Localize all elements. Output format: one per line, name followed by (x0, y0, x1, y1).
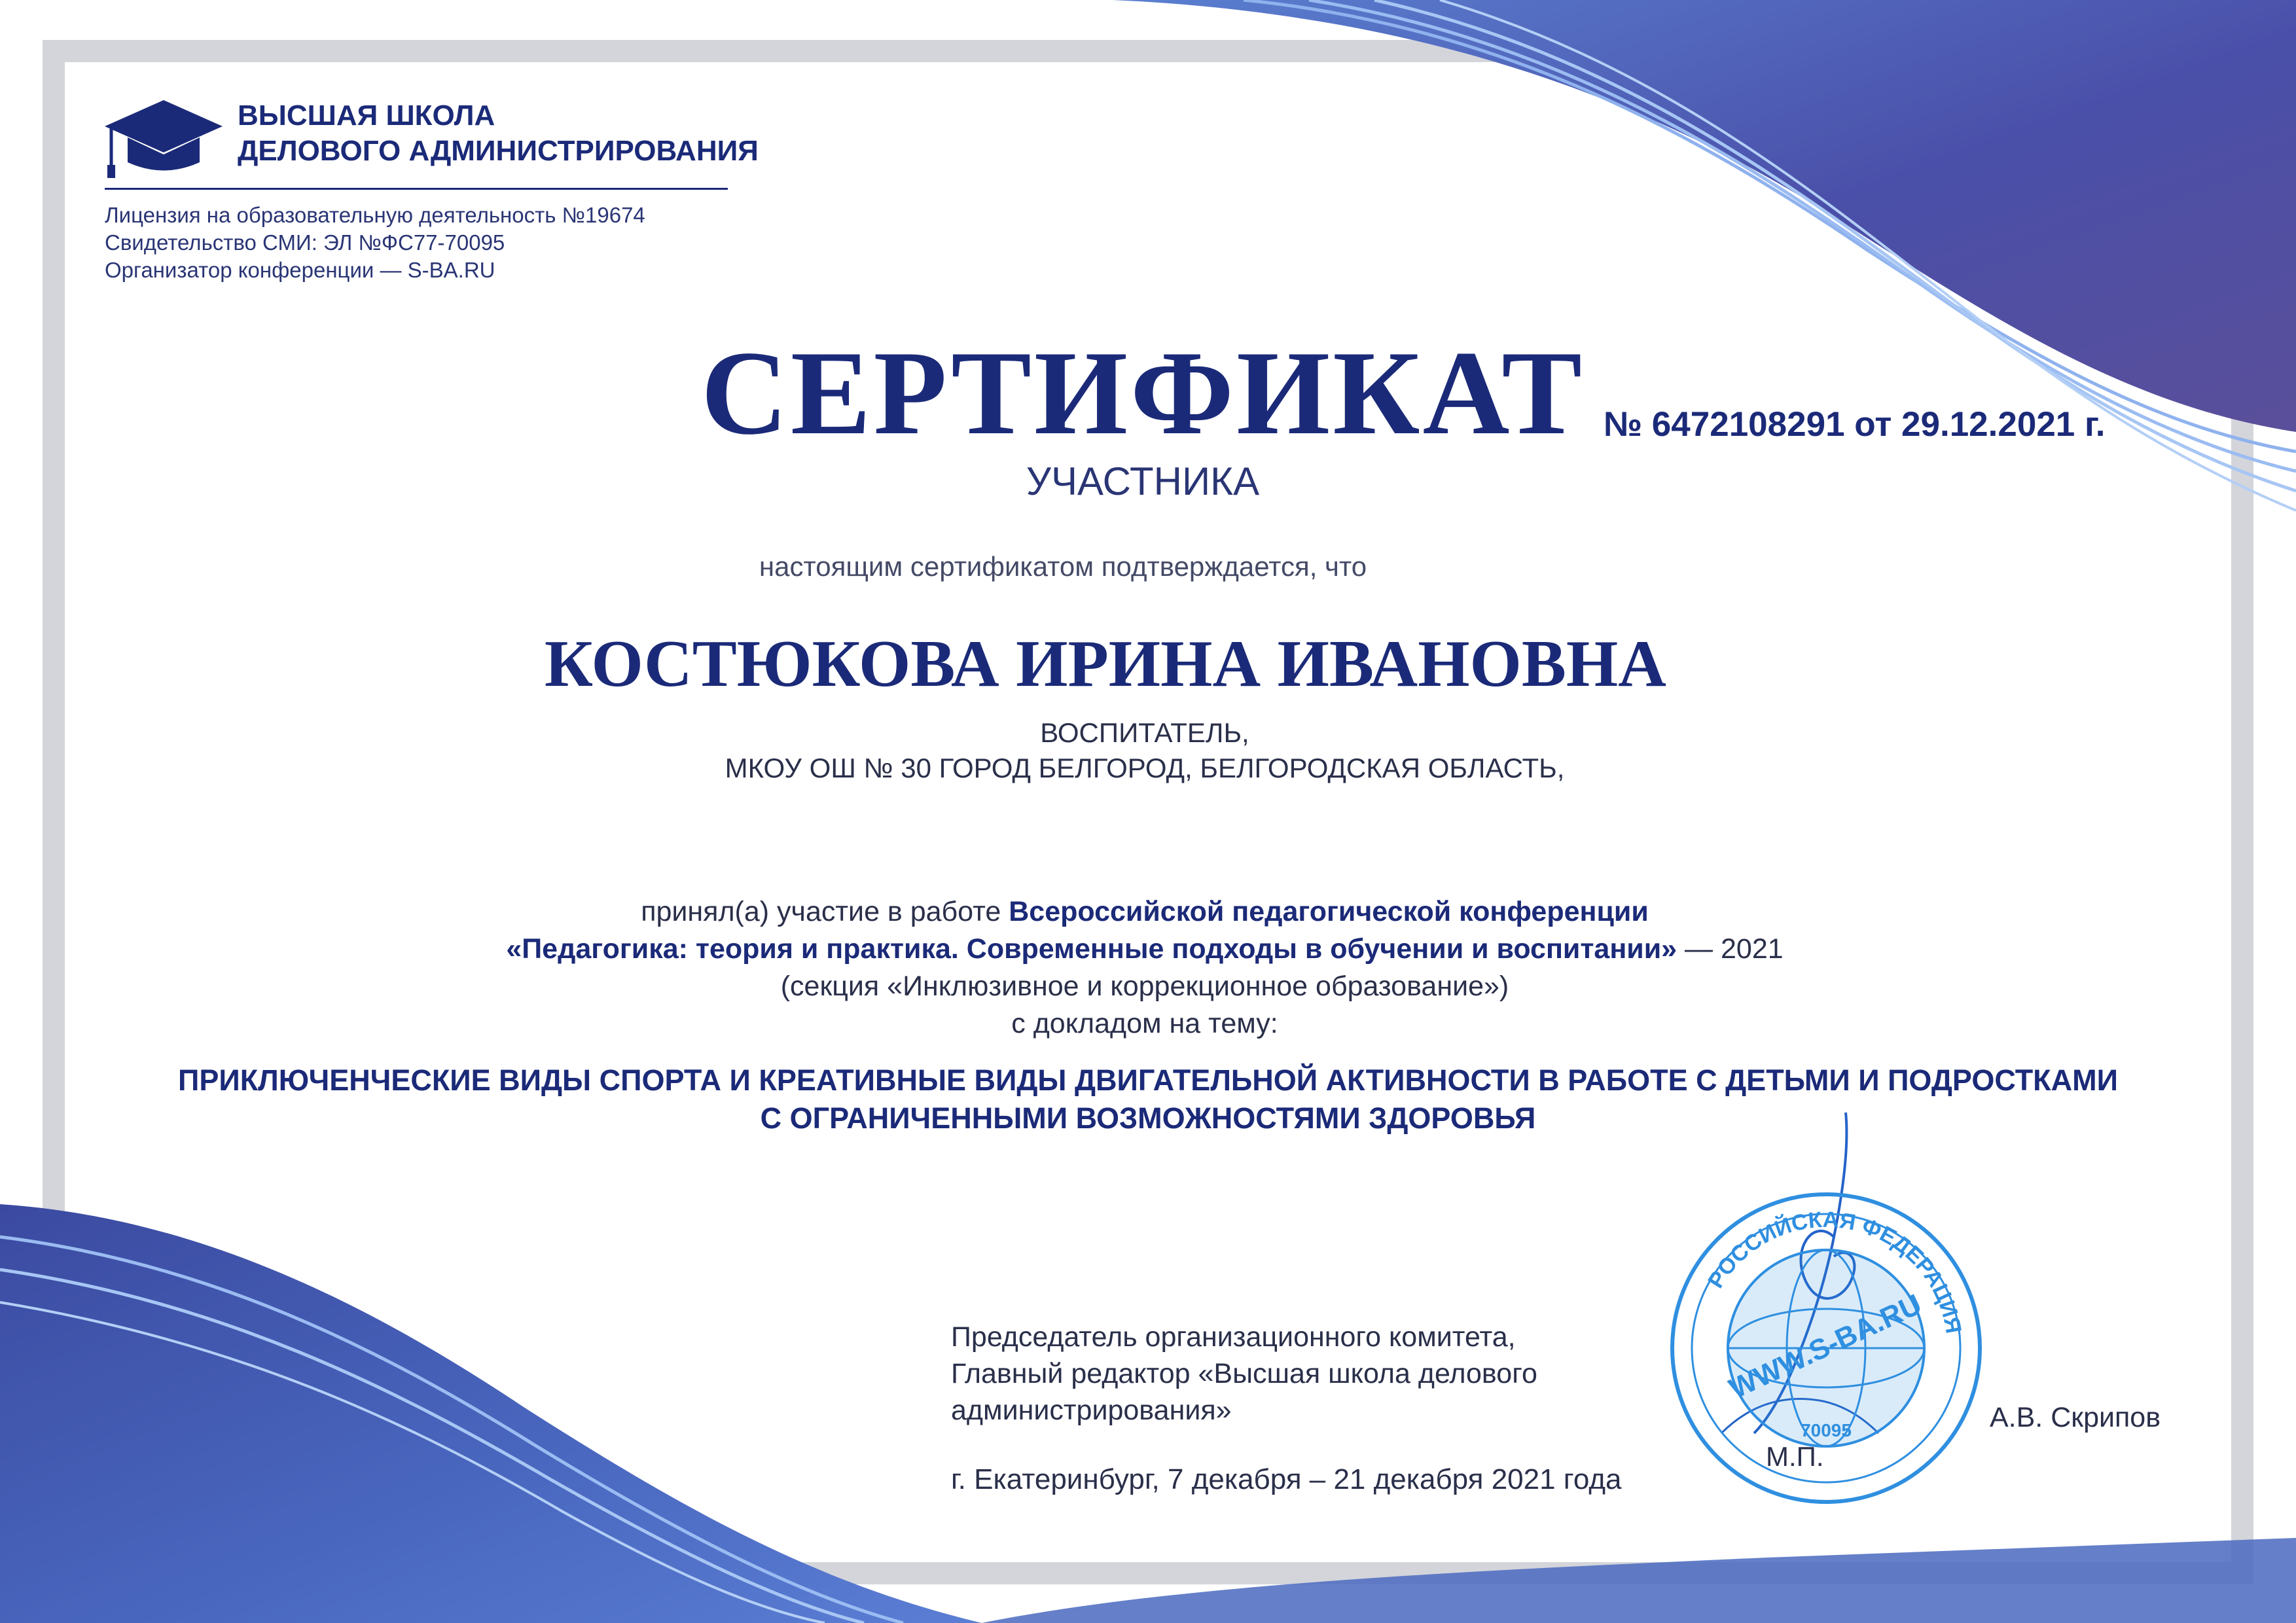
conference-year: — 2021 (1677, 933, 1784, 965)
certificate-title: СЕРТИФИКАТ (700, 326, 1585, 459)
graduation-cap-icon (101, 97, 226, 182)
organization-name-line2: ДЕЛОВОГО АДМИНИСТРИРОВАНИЯ (238, 135, 759, 167)
license-text: Лицензия на образовательную деятельность №19674 (105, 203, 645, 227)
confirm-text: настоящим сертификатом подтверждается, что (759, 551, 1367, 582)
header-divider (105, 188, 728, 190)
certificate-number: № 6472108291 от 29.12.2021 г. (1604, 405, 2106, 444)
city-and-dates: г. Екатеринбург, 7 декабря – 21 декабря 2021 года (951, 1463, 1622, 1495)
signer-role-line1: Председатель организационного комитета, (951, 1321, 1516, 1353)
participation-line1: принял(а) участие в работе Всероссийской педагогической конференции (641, 896, 1649, 927)
organization-info (105, 202, 645, 284)
organization-name (238, 98, 759, 169)
conference-title: «Педагогика: теория и практика. Современные подходы в обучении и воспитании» (506, 933, 1677, 965)
report-topic (0, 1061, 2296, 1137)
signer-role-line3: администрирования» (951, 1395, 1232, 1426)
certificate-subtitle: УЧАСТНИКА (1026, 459, 1260, 503)
participation-line2 (0, 931, 2293, 968)
stamp-center-text: WWW.S-BA.RU (1724, 1288, 1927, 1406)
stamp-number: 70095 (1801, 1420, 1852, 1440)
stamp-mark: М.П. (1766, 1441, 1824, 1472)
recipient-organization: МКОУ ОШ № 30 ГОРОД БЕЛГОРОД, БЕЛГОРОДСКАЯ ОБЛАСТЬ, (725, 753, 1565, 783)
report-topic-line1: ПРИКЛЮЧЕНЧЕСКИЕ ВИДЫ СПОРТА И КРЕАТИВНЫЕ ВИДЫ ДВИГАТЕЛЬНОЙ АКТИВНОСТИ В РАБОТЕ С ДЕТЬМИ И ПОДРОСТКАМИ (178, 1063, 2118, 1097)
report-intro: с докладом на тему: (1011, 1008, 1278, 1039)
recipient-position: ВОСПИТАТЕЛЬ, (1040, 717, 1249, 748)
organizer-text: Организатор конференции — S-BA.RU (105, 258, 495, 282)
recipient-details (0, 715, 2296, 786)
signer-role-line2: Главный редактор «Высшая школа делового (951, 1358, 1537, 1389)
conference-name: Всероссийской педагогической конференции (1009, 896, 1649, 927)
media-certificate-text: Свидетельство СМИ: ЭЛ №ФС77-70095 (105, 230, 505, 255)
signer-name: А.В. Скрипов (1990, 1402, 2161, 1433)
recipient-name: КОСТЮКОВА ИРИНА ИВАНОВНА (545, 627, 1666, 701)
signer-role (951, 1319, 1537, 1429)
organization-name-line1: ВЫСШАЯ ШКОЛА (238, 99, 495, 132)
conference-section: (секция «Инклюзивное и коррекционное образование») (780, 971, 1509, 1002)
participation-block (0, 893, 2296, 1043)
official-stamp (1662, 1185, 1990, 1512)
stamp-country: РОССИЙСКАЯ ФЕДЕРАЦИЯ (1703, 1207, 1966, 1336)
report-topic-line2: С ОГРАНИЧЕННЫМИ ВОЗМОЖНОСТЯМИ ЗДОРОВЬЯ (760, 1101, 1536, 1135)
